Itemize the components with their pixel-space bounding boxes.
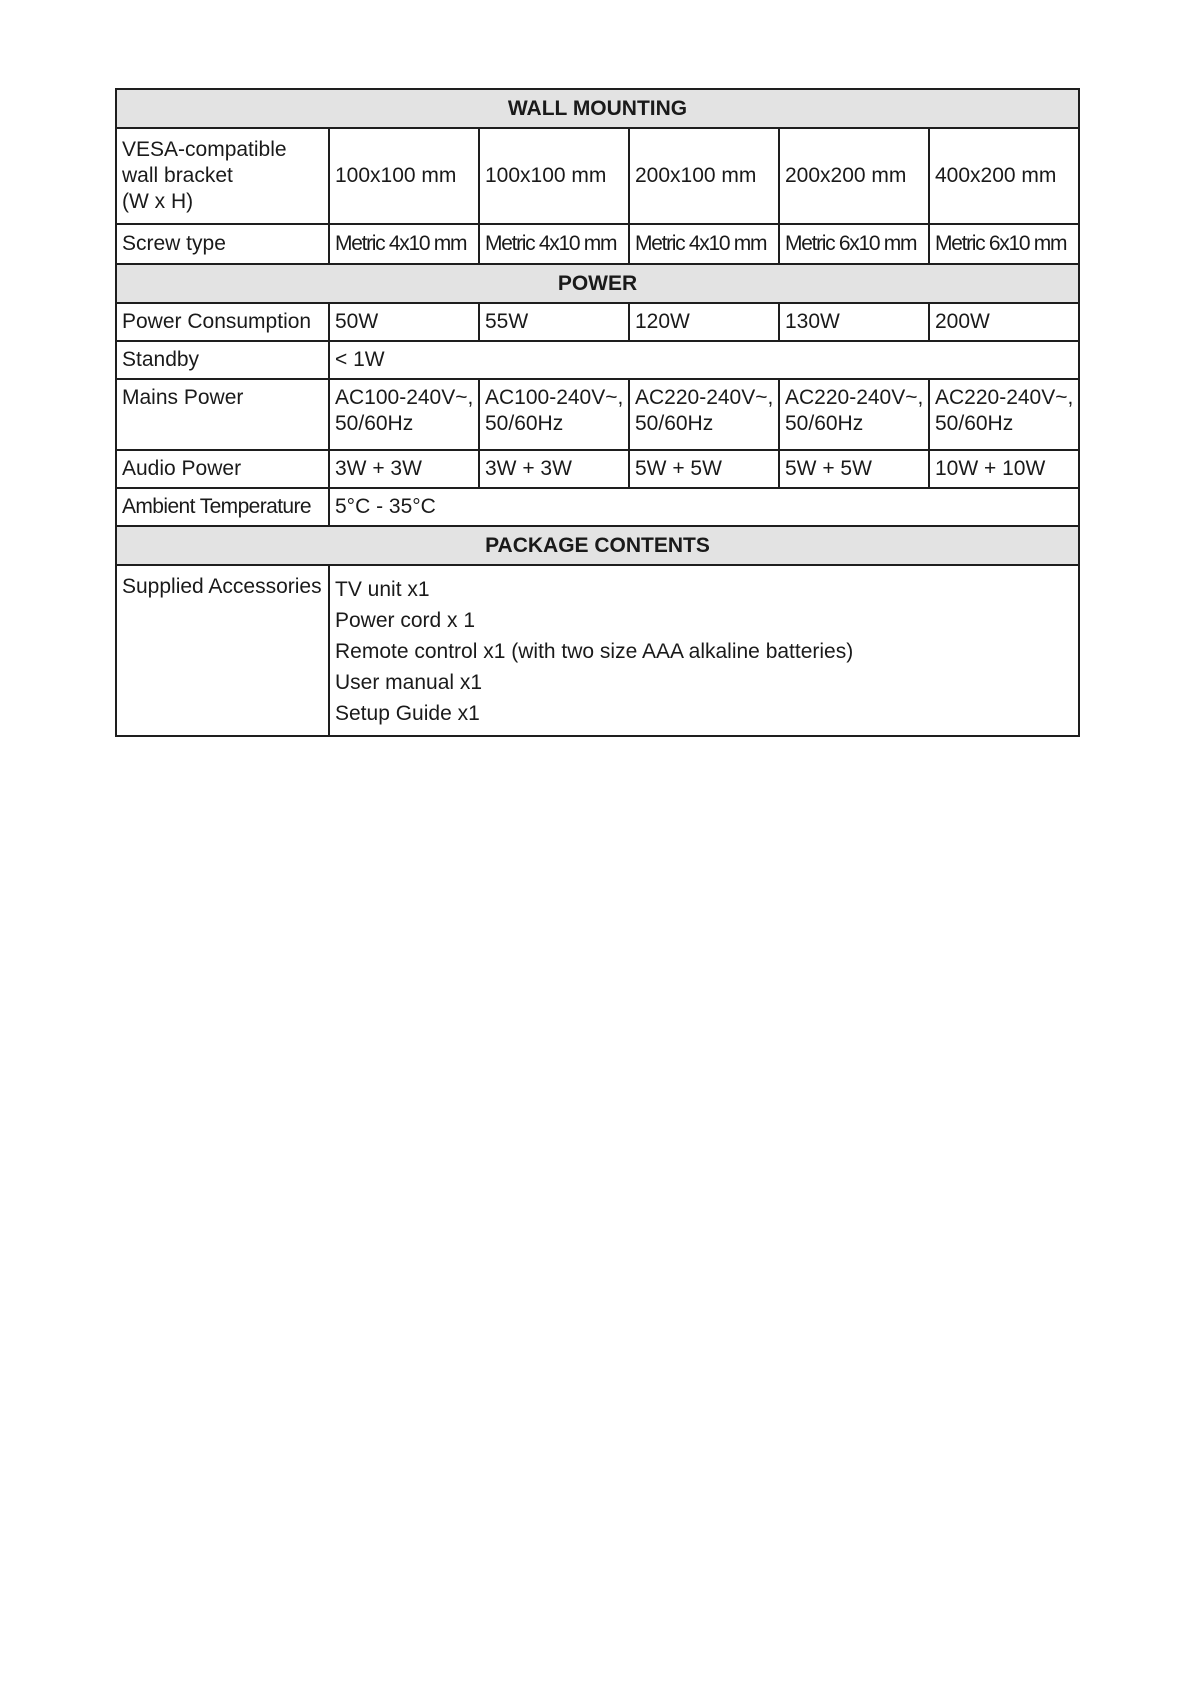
mains-power-value: AC100-240V~, 50/60Hz: [329, 379, 479, 450]
standby-value: < 1W: [329, 341, 1079, 379]
supplied-accessories-label: Supplied Accessories: [116, 565, 329, 736]
standby-label: Standby: [116, 341, 329, 379]
mains-power-value: AC220-240V~, 50/60Hz: [779, 379, 929, 450]
audio-power-value: 3W + 3W: [479, 450, 629, 488]
specification-table: [115, 88, 1080, 737]
list-item: TV unit x1: [335, 578, 430, 601]
vesa-row: [116, 128, 1079, 224]
vesa-value: 200x200 mm: [779, 128, 929, 224]
power-consumption-value: 55W: [479, 303, 629, 341]
package-header-row: [116, 526, 1079, 565]
mains-power-value: AC220-240V~, 50/60Hz: [929, 379, 1079, 450]
audio-power-value: 5W + 5W: [779, 450, 929, 488]
standby-row: [116, 341, 1079, 379]
list-item: Setup Guide x1: [335, 702, 480, 725]
screw-type-value: Metric 6x10 mm: [929, 224, 1079, 264]
list-item: Remote control x1 (with two size AAA alkaline batteries): [335, 640, 854, 663]
power-consumption-label: Power Consumption: [116, 303, 329, 341]
list-item: User manual x1: [335, 671, 483, 694]
package-contents-title: PACKAGE CONTENTS: [116, 526, 1079, 565]
list-item: Power cord x 1: [335, 609, 476, 632]
mains-power-value: AC100-240V~, 50/60Hz: [479, 379, 629, 450]
power-consumption-value: 120W: [629, 303, 779, 341]
power-consumption-value: 200W: [929, 303, 1079, 341]
wall-mounting-header-row: [116, 89, 1079, 128]
vesa-value: 100x100 mm: [329, 128, 479, 224]
ambient-temperature-value: 5°C - 35°C: [329, 488, 1079, 526]
mains-power-label: Mains Power: [116, 379, 329, 450]
ambient-temperature-label: Ambient Temperature: [116, 488, 329, 526]
screw-type-row: [116, 224, 1079, 264]
ambient-temperature-row: [116, 488, 1079, 526]
screw-type-value: Metric 4x10 mm: [629, 224, 779, 264]
audio-power-value: 10W + 10W: [929, 450, 1079, 488]
mains-power-value: AC220-240V~, 50/60Hz: [629, 379, 779, 450]
vesa-value: 100x100 mm: [479, 128, 629, 224]
power-title: POWER: [116, 264, 1079, 303]
screw-type-value: Metric 4x10 mm: [329, 224, 479, 264]
vesa-value: 200x100 mm: [629, 128, 779, 224]
screw-type-label: Screw type: [116, 224, 329, 264]
power-consumption-row: [116, 303, 1079, 341]
power-consumption-value: 130W: [779, 303, 929, 341]
vesa-label: VESA-compatible wall bracket (W x H): [116, 128, 329, 224]
audio-power-label: Audio Power: [116, 450, 329, 488]
mains-power-row: [116, 379, 1079, 450]
supplied-accessories-list: [329, 565, 1079, 736]
vesa-value: 400x200 mm: [929, 128, 1079, 224]
supplied-accessories-row: [116, 565, 1079, 736]
power-header-row: [116, 264, 1079, 303]
screw-type-value: Metric 6x10 mm: [779, 224, 929, 264]
wall-mounting-title: WALL MOUNTING: [116, 89, 1079, 128]
audio-power-value: 5W + 5W: [629, 450, 779, 488]
audio-power-row: [116, 450, 1079, 488]
power-consumption-value: 50W: [329, 303, 479, 341]
screw-type-value: Metric 4x10 mm: [479, 224, 629, 264]
audio-power-value: 3W + 3W: [329, 450, 479, 488]
